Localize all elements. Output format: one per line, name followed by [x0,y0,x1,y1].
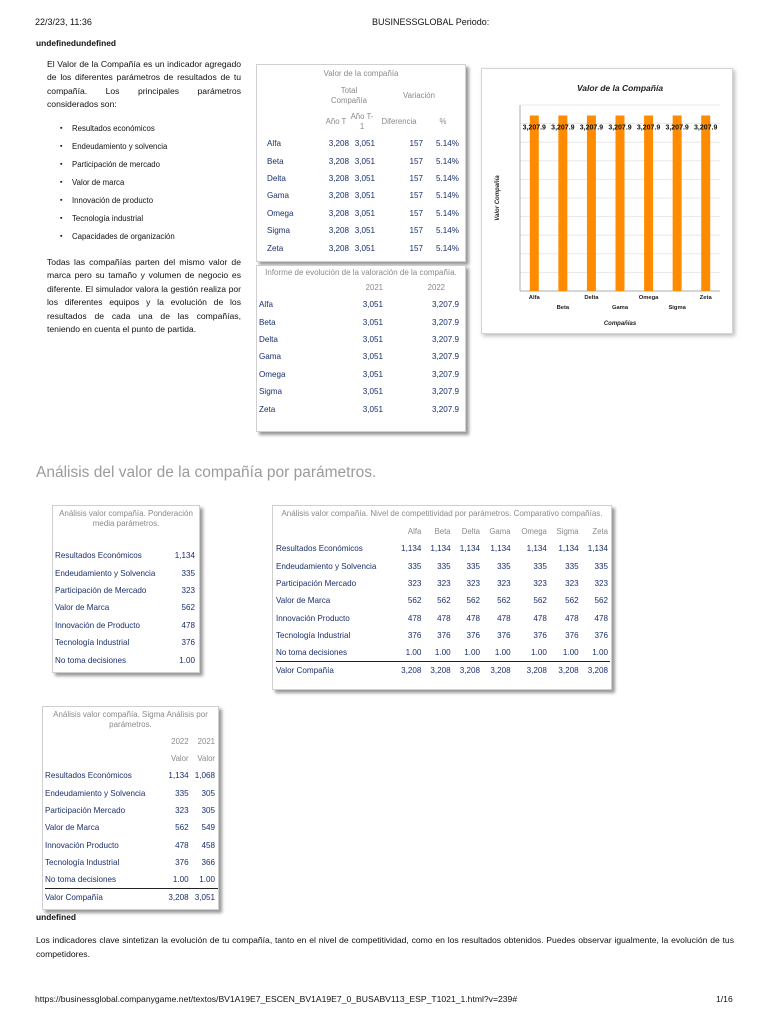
value-cell: 562 [594,596,608,606]
value-cell: 1.00 [562,648,579,658]
total-cell: 3,208 [513,662,549,680]
total-cell: 3,208 [549,662,581,680]
year-header: 2021 [365,283,383,292]
evolucion-title: Informe de evolución de la valoración de la compañía. [265,268,457,277]
parameter-name: Participación Mercado [276,578,357,588]
value-cell: 3,208 [328,191,349,201]
value-cell: 5.14% [436,191,459,201]
company-name: Alfa [259,300,273,310]
value-cell: 376 [407,631,422,641]
year-header: 2022 [171,737,189,746]
value-cell: 157 [409,243,423,253]
value-cell: 323 [181,585,195,595]
company-name: Gama [267,191,290,201]
value-cell: 3,051 [354,191,375,201]
parameter-name: No toma decisiones [45,875,117,885]
value-cell: 1,134 [558,544,579,554]
value-cell: 3,051 [354,226,375,236]
company-name: Omega [267,208,294,218]
value-cell: 562 [175,823,189,833]
table-row [261,170,463,187]
table-row [259,366,463,383]
value-cell: 478 [594,613,608,623]
value-cell: 3,208 [328,139,349,149]
col-header: % [439,117,447,126]
value-cell: 3,051 [362,352,383,362]
bar [587,116,596,291]
comparativo-table [276,523,610,680]
value-cell: 478 [407,613,422,623]
value-cell: 562 [437,596,451,606]
evolucion-table [259,279,463,418]
category-label: Omega [638,295,659,301]
value-cell: 3,051 [354,208,375,218]
value-cell: 323 [533,578,547,588]
parameter-name: Endeudamiento y Solvencia [276,561,377,571]
bar [673,116,682,291]
value-cell: 3,051 [362,369,383,379]
value-cell: 157 [409,191,423,201]
value-cell: 376 [181,638,195,648]
table-row [276,540,610,557]
value-cell: 323 [565,578,579,588]
value-cell: 549 [201,823,215,833]
company-name: Zeta [267,243,284,253]
table-row [45,802,218,819]
parameter-name: Resultados Económicos [276,544,363,554]
chart-title: Valor de la Compañía [576,83,664,93]
table-row [55,599,199,616]
table-row [259,296,463,313]
total-cell: 3,208 [394,662,423,680]
value-cell: 157 [409,173,423,183]
comparativo-title: Análisis valor compañía. Nivel de competitividad por parámetros. Comparativo compañías. [281,509,603,518]
bar-value-label: 3,207.9 [579,124,604,132]
total-cell: 3,208 [581,662,610,680]
table-row [55,547,199,564]
value-cell: 1.00 [199,875,215,885]
value-cell: 3,051 [362,404,383,414]
company-header: Beta [434,527,451,536]
list-item: ▪ Valor de marca [60,176,175,194]
table-row [55,651,199,668]
value-cell: 157 [409,208,423,218]
parameter-name: Valor de Marca [45,823,100,833]
parameter-name: Resultados Económicos [45,771,132,781]
value-cell: 1.00 [434,648,451,658]
company-name: Beta [267,156,284,166]
list-item: ▪ Tecnología industrial [60,212,175,230]
parameter-name: Tecnología Industrial [276,631,351,641]
value-cell: 376 [466,631,480,641]
value-cell: 1,134 [174,551,195,561]
bar-value-label: 3,207.9 [522,124,546,132]
table-row [45,767,218,784]
intro-paragraph: El Valor de la Compañía es un indicador agregado de los diferentes parámetros de resultados de tu compañía. Los principales parámetros considerados son: [47,59,241,110]
value-cell: 323 [594,578,608,588]
value-cell: 3,051 [354,156,375,166]
value-cell: 562 [497,596,511,606]
value-cell: 3,208 [328,243,349,253]
parameter-name: Innovación Producto [276,613,350,623]
total-cell: 3,208 [482,662,513,680]
undefined-label: undefined [36,912,77,922]
table-row [276,627,610,644]
value-cell: 458 [201,840,215,850]
sigma-title: Análisis valor compañía. Sigma Análisis por parámetros. [53,710,208,729]
value-cell: 5.14% [436,156,459,166]
value-cell: 366 [201,858,215,868]
value-cell: 335 [437,561,451,571]
value-cell: 323 [497,578,511,588]
evolucion-panel [256,265,466,432]
value-cell: 305 [201,788,215,798]
list-item: ▪ Innovación de producto [60,194,175,212]
parameter-name: Tecnología Industrial [45,858,120,868]
col-header: Diferencia [381,117,417,126]
company-name: Zeta [259,404,276,414]
value-cell: 5.14% [436,139,459,149]
bar-value-label: 3,207.9 [636,124,661,132]
table-row [45,819,218,836]
value-cell: 3,051 [362,387,383,397]
value-cell: 323 [175,805,189,815]
table-row [276,644,610,661]
value-cell: 335 [497,561,511,571]
value-cell: 1,134 [459,544,480,554]
table-row [261,205,463,222]
value-cell: 335 [181,568,195,578]
value-cell: 562 [181,603,195,613]
value-cell: 376 [437,631,451,641]
parameter-list [60,122,175,248]
total-row [45,889,218,907]
value-cell: 478 [175,840,189,850]
value-cell: 335 [466,561,480,571]
value-cell: 376 [565,631,579,641]
table-row [45,854,218,871]
variacion-header: Variación [403,91,435,100]
value-cell: 3,051 [362,334,383,344]
value-cell: 562 [407,596,422,606]
parameter-name: Valor de Marca [55,603,110,613]
company-name: Delta [259,334,278,344]
value-cell: 335 [407,561,422,571]
value-cell: 1.00 [464,648,480,658]
total-label: Valor Compañía [45,889,163,907]
total-cell: 3,208 [423,662,452,680]
undefined-label: undefinedundefined [36,38,117,48]
list-item: ▪ Endeudamiento y solvencia [60,140,175,158]
value-cell: 3,051 [362,317,383,327]
col-header: Año T-1 [350,112,374,131]
list-item: ▪ Resultados económicos [60,122,175,140]
company-name: Omega [259,369,286,379]
value-cell: 305 [201,805,215,815]
table-row [261,222,463,239]
company-name: Beta [259,317,276,327]
parameter-name: Innovación de Producto [55,620,141,630]
company-header: Alfa [407,527,422,536]
value-cell: 3,051 [354,243,375,253]
bar-value-label: 3,207.9 [665,124,689,132]
value-cell: 3,207.9 [431,404,459,414]
sigma-table [45,733,218,907]
value-cell: 5.14% [436,173,459,183]
col-header: Año T [325,117,347,126]
bar [558,116,567,291]
value-cell: 3,051 [362,300,383,310]
value-cell: 3,208 [328,226,349,236]
value-cell: 157 [409,226,423,236]
table-row [261,187,463,204]
value-cell: 1,134 [168,771,189,781]
value-cell: 376 [497,631,511,641]
valor-title: Valor de la compañía [323,69,399,78]
company-header: Gama [489,527,511,536]
table-row [45,871,218,888]
value-cell: 1,134 [401,544,422,554]
parameter-name: Tecnología Industrial [55,638,130,648]
ponderacion-panel [52,505,200,673]
ponderacion-title: Análisis valor compañía. Ponderación media parámetros. [59,509,193,528]
table-row [261,135,463,152]
total-cell: 3,208 [163,889,189,907]
value-cell: 478 [466,613,480,623]
value-cell: 3,208 [328,208,349,218]
value-cell: 478 [497,613,511,623]
category-label: Alfa [528,295,540,301]
parameter-name: Resultados Económicos [55,551,142,561]
table-row [55,634,199,651]
value-cell: 1,134 [526,544,547,554]
chart-panel [481,68,733,334]
value-cell: 323 [437,578,451,588]
value-cell: 1.00 [531,648,547,658]
table-row [55,582,199,599]
bar-value-label: 3,207.9 [551,124,575,132]
ponderacion-table [55,547,199,669]
section-title: Análisis del valor de la compañía por parámetros. [36,464,377,481]
bar [530,116,539,291]
company-name: Gama [259,352,282,362]
value-cell: 376 [175,858,189,868]
total-label: Valor Compañía [276,662,394,680]
page-number: 1/16 [716,994,733,1004]
table-row [276,592,610,609]
value-header: Valor [197,754,215,763]
valor-chart [482,69,732,333]
table-row [259,331,463,348]
valor-panel [256,64,466,262]
bar-value-label: 3,207.9 [694,124,718,132]
bar [644,116,653,291]
category-label: Sigma [668,305,686,311]
company-name: Delta [267,173,286,183]
value-cell: 323 [407,578,422,588]
company-name: Sigma [259,387,282,397]
value-cell: 1,068 [194,771,215,781]
parameter-name: Endeudamiento y Solvencia [45,788,146,798]
value-cell: 3,207.9 [431,369,459,379]
explanation-paragraph: Todas las compañías parten del mismo valor de marca pero su tamaño y volumen de negocio es diferente. El simulador valora la gestión realiza por los diferentes equipos y la evolución de los resultados de cada una de las compañías, teniendo en cuenta el punto de partida. [47,257,241,335]
table-row [261,152,463,169]
bar-value-label: 3,207.9 [608,124,632,132]
list-item: ▪ Participación de mercado [60,158,175,176]
table-row [276,610,610,627]
print-title: BUSINESSGLOBAL Periodo: [372,17,490,27]
company-name: Sigma [267,226,290,236]
value-cell: 1,134 [430,544,451,554]
comparativo-panel [272,505,612,690]
value-cell: 1,134 [587,544,608,554]
value-cell: 1.00 [172,875,189,885]
company-header: Delta [461,527,480,536]
table-row [45,784,218,801]
value-cell: 5.14% [436,208,459,218]
table-row [259,383,463,400]
company-header: Omega [521,527,547,536]
closing-paragraph: Los indicadores clave sintetizan la evolución de tu compañía, tanto en el nivel de competitividad, como en los resultados obtenidos. Puedes observar igualmente, la evolución de tus competidores. [36,935,734,959]
table-row [259,348,463,365]
value-cell: 5.14% [436,243,459,253]
value-header: Valor [170,754,189,763]
value-cell: 335 [175,788,189,798]
category-label: Beta [556,305,570,311]
value-cell: 335 [533,561,547,571]
value-cell: 1,134 [490,544,511,554]
footer-url[interactable]: https://businessglobal.companygame.net/textos/BV1A19E7_ESCEN_BV1A19E7_0_BUSABV113_ESP_T1021_1.html?v=239# [35,994,518,1004]
value-cell: 157 [409,156,423,166]
total-header: Total Compañía [331,86,367,105]
value-cell: 3,207.9 [431,317,459,327]
parameter-name: No toma decisiones [55,655,127,665]
value-cell: 376 [594,631,608,641]
value-cell: 3,207.9 [431,334,459,344]
value-cell: 562 [466,596,480,606]
category-label: Delta [584,295,599,301]
table-row [45,837,218,854]
table-row [261,239,463,256]
company-name: Alfa [267,139,281,149]
value-cell: 3,207.9 [431,352,459,362]
value-cell: 478 [181,620,195,630]
table-row [259,400,463,417]
parameter-name: Endeudamiento y Solvencia [55,568,156,578]
value-cell: 478 [437,613,451,623]
value-cell: 323 [466,578,480,588]
value-cell: 1.00 [405,648,422,658]
valor-table [261,83,463,257]
category-label: Gama [611,305,629,311]
parameter-name: Valor de Marca [276,596,331,606]
year-header: 2021 [197,737,215,746]
y-axis-label: Valor Compañía [495,175,501,221]
value-cell: 3,207.9 [431,387,459,397]
total-cell: 3,051 [189,889,218,907]
value-cell: 1.00 [592,648,608,658]
value-cell: 478 [565,613,579,623]
parameter-name: Innovación Producto [45,840,119,850]
value-cell: 562 [565,596,579,606]
bar [701,116,710,291]
value-cell: 335 [565,561,579,571]
list-item: ▪ Capacidades de organización [60,230,175,248]
table-row [259,313,463,330]
value-cell: 3,207.9 [431,300,459,310]
value-cell: 3,051 [354,173,375,183]
category-label: Zeta [699,295,712,301]
company-header: Sigma [556,527,579,536]
parameter-name: No toma decisiones [276,648,348,658]
total-cell: 3,208 [453,662,482,680]
x-axis-label: Compañías [603,321,637,327]
year-header: 2022 [427,283,445,292]
value-cell: 157 [409,139,423,149]
parameter-name: Participación Mercado [45,805,126,815]
value-cell: 1.00 [494,648,511,658]
value-cell: 562 [533,596,547,606]
value-cell: 5.14% [436,226,459,236]
value-cell: 3,208 [328,173,349,183]
value-cell: 3,208 [328,156,349,166]
value-cell: 3,051 [354,139,375,149]
table-row [55,564,199,581]
total-row [276,662,610,680]
value-cell: 478 [533,613,547,623]
parameter-name: Participación de Mercado [55,585,147,595]
print-datetime: 22/3/23, 11:36 [35,17,92,27]
value-cell: 1.00 [179,655,195,665]
value-cell: 335 [594,561,608,571]
sigma-panel [42,706,219,910]
value-cell: 376 [533,631,547,641]
company-header: Zeta [592,527,608,536]
bar [616,116,625,291]
table-row [276,557,610,574]
table-row [55,617,199,634]
table-row [276,575,610,592]
